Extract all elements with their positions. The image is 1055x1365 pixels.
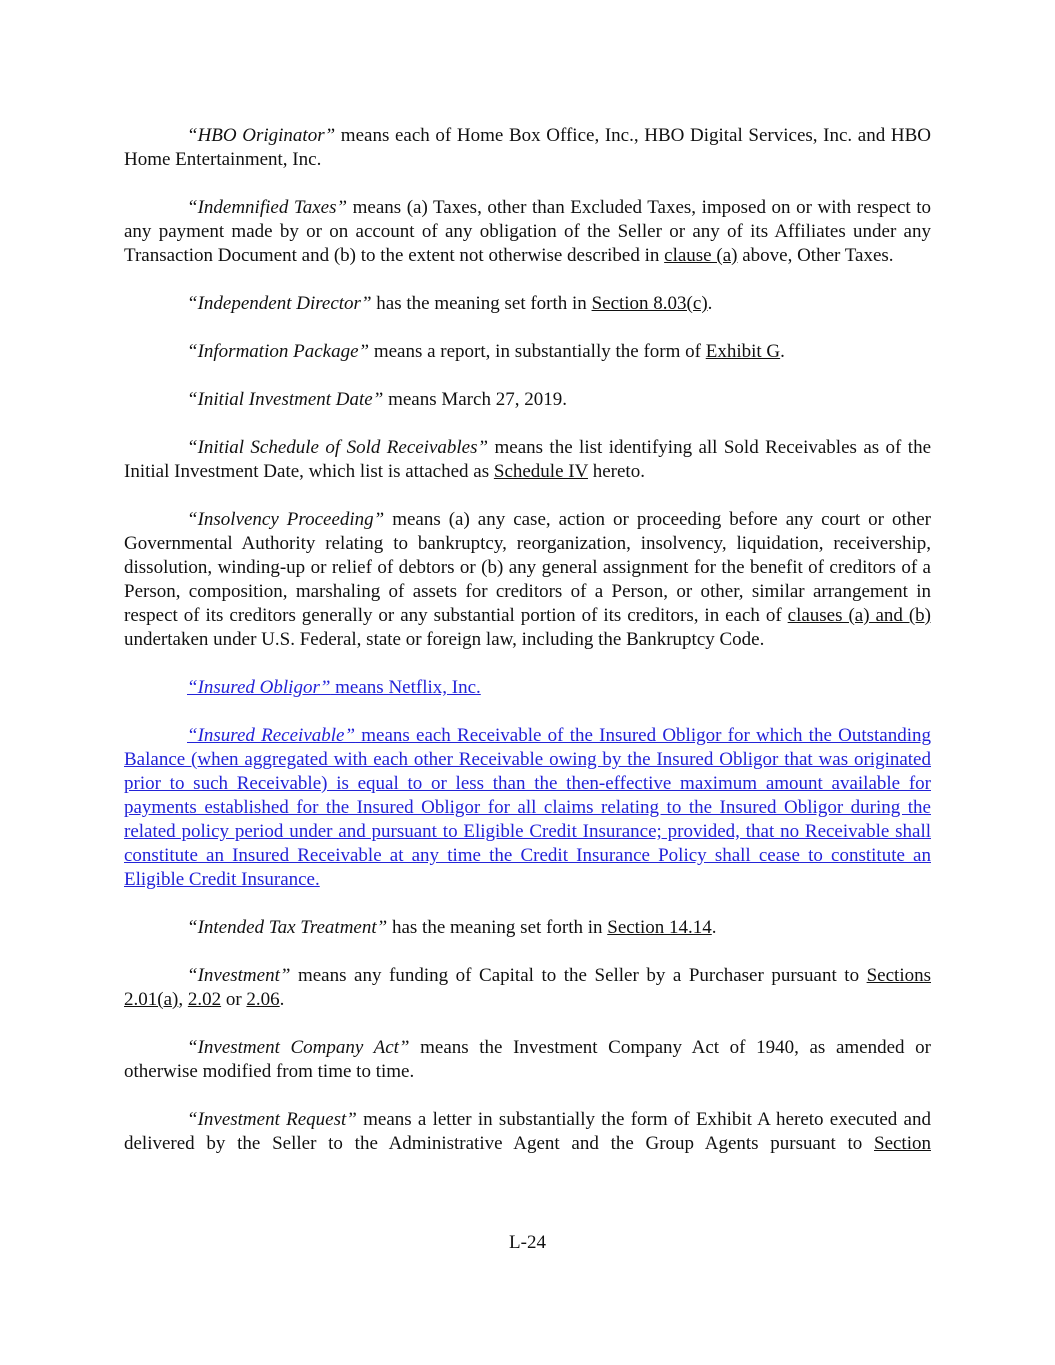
definition-investment-request [124,1108,931,1156]
definition-initial-investment-date [124,388,931,412]
defined-term: “Insolvency Proceeding” [187,509,385,530]
definition-text: means the Investment Company Act of 1940, as amended or otherwise modified from time to time. [124,1037,931,1082]
definition-text: means (a) Taxes, other than Excluded Taxes, imposed on or with respect to any payment made by or on account of any obligation of the Seller or any of its Affiliates under any Transaction Document and (b) to the extent not otherwise described in [124,197,932,266]
definition-information-package [124,340,931,364]
cross-reference: Sections 2.01(a) [124,965,931,1010]
definition-text: means a letter in substantially the form of Exhibit A hereto executed and delivered by the Seller to the Administrative Agent and the Group Agents pursuant to [124,1109,931,1154]
cross-reference: Exhibit G [705,341,781,362]
definition-hbo-originator [124,124,931,172]
definition-text: has the meaning set forth in [387,917,608,938]
definition-text: undertaken under U.S. Federal, state or foreign law, including the Bankruptcy Code. [124,629,765,650]
definition-text: . [711,917,717,938]
definition-text: means each of Home Box Office, Inc., HBO Digital Services, Inc. and HBO Home Entertainment, Inc. [124,125,931,170]
defined-term: “Investment” [187,965,291,986]
page-number: L-24 [509,1232,546,1253]
definition-text: means March 27, 2019. [383,389,567,410]
definition-text: or [221,989,247,1010]
defined-term: “Initial Schedule of Sold Receivables” [187,437,489,458]
defined-term: “Intended Tax Treatment” [187,917,388,938]
defined-term: “HBO Originator” [187,125,336,146]
defined-term: “Initial Investment Date” [187,389,384,410]
defined-term: “Independent Director” [187,293,372,314]
definition-text: above, Other Taxes. [737,245,894,266]
definition-text: means any funding of Capital to the Seller by a Purchaser pursuant to [290,965,867,986]
definition-independent-director [124,292,931,316]
definition-text: means each Receivable of the Insured Obligor for which the Outstanding Balance (when aggregated with each other Receivable owing by the Insured Obligor that was originated prior to such Receivable) is equal to or less than the then-effective maximum amount available for payments established for the Insured Obligor for all claims relating to the Insured Obligor during the related policy period under and pursuant to Eligible Credit Insurance; provided, that no Receivable shall constitute an Insured Receivable at any time the Credit Insurance Policy shall cease to constitute an Eligible Credit Insurance. [124,725,931,890]
definition-text: means a report, in substantially the form of [369,341,706,362]
cross-reference: clauses (a) and (b) [787,605,931,626]
definition-insured-receivable [124,724,931,892]
defined-term: “Indemnified Taxes” [187,197,348,218]
cross-reference: Section 8.03(c) [591,293,708,314]
defined-term: “Insured Receivable” [187,725,356,746]
definition-text: means (a) any case, action or proceeding before any court or other Governmental Authority relating to bankruptcy, reorganization, insolvency, liquidation, receivership, dissolution, winding-up or relief of debtors or (b) any general assignment for the benefit of creditors of a Person, composition, marshaling of assets for creditors of a Person, or other, similar arrangement in respect of its creditors generally or any substantial portion of its creditors, in each of [124,509,931,626]
definition-investment-company-act [124,1036,931,1084]
defined-term: “Insured Obligor” [187,677,331,698]
definition-text: hereto. [587,461,645,482]
cross-reference: 2.06 [246,989,280,1010]
definition-text: . [707,293,713,314]
definition-insured-obligor [124,676,931,700]
definition-indemnified-taxes [124,196,931,268]
definition-insolvency-proceeding [124,508,931,652]
cross-reference: Section [874,1133,931,1154]
definition-text: . [780,341,785,362]
defined-term: “Information Package” [187,341,370,362]
definition-text: , [178,989,188,1010]
defined-term: “Investment Request” [187,1109,357,1130]
cross-reference: Section 14.14 [607,917,712,938]
definition-text: . [279,989,285,1010]
definition-investment [124,964,931,1012]
defined-term: “Investment Company Act” [187,1037,410,1058]
cross-reference: clause (a) [664,245,738,266]
definition-intended-tax-treatment [124,916,931,940]
cross-reference: 2.02 [187,989,222,1010]
definition-initial-schedule [124,436,931,484]
definition-text: means the list identifying all Sold Receivables as of the Initial Investment Date, which list is attached as [124,437,932,482]
cross-reference: Schedule IV [493,461,588,482]
definition-text: has the meaning set forth in [371,293,592,314]
definition-text: means Netflix, Inc. [330,677,481,698]
document-page [124,124,931,1180]
